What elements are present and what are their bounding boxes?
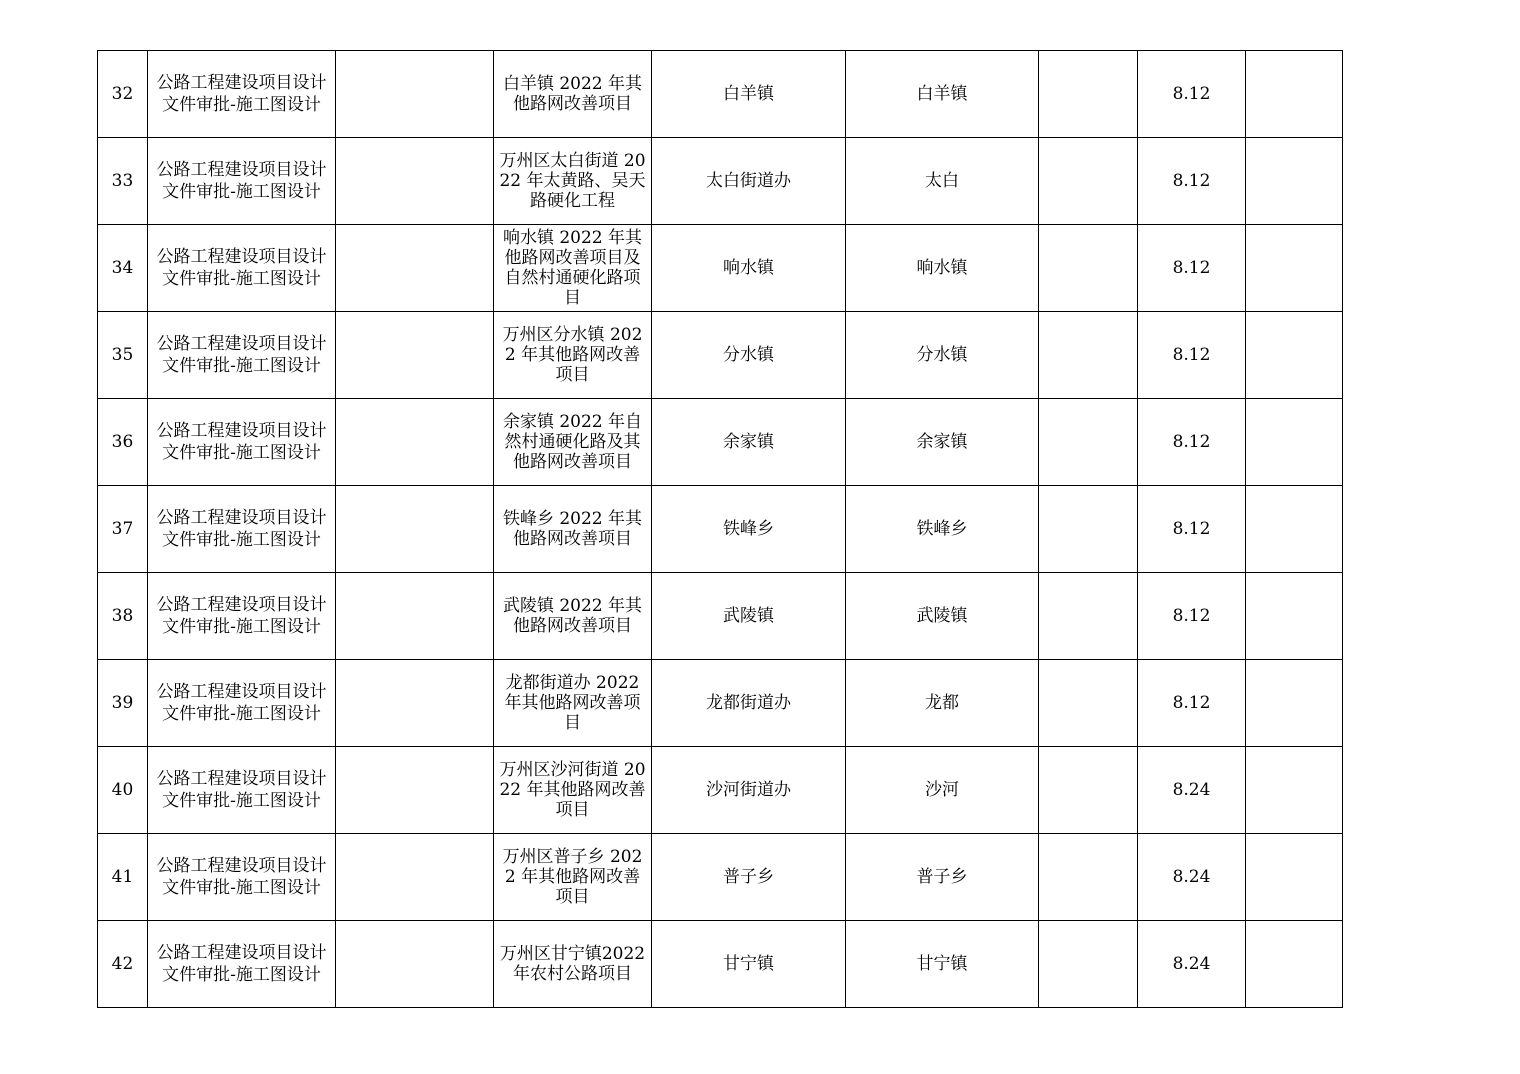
cell-empty-col7 [1039,399,1138,486]
cell-location: 白羊镇 [846,51,1039,138]
cell-empty-col3 [336,312,494,399]
cell-applicant: 沙河街道办 [652,747,846,834]
table-row [98,834,1343,921]
cell-empty-col7 [1039,573,1138,660]
cell-date: 8.24 [1138,834,1246,921]
cell-applicant: 武陵镇 [652,573,846,660]
cell-number: 33 [98,138,148,225]
cell-empty-col9 [1246,486,1343,573]
table-row [98,747,1343,834]
cell-empty-col3 [336,51,494,138]
cell-empty-col3 [336,486,494,573]
cell-applicant: 太白街道办 [652,138,846,225]
table-row [98,312,1343,399]
table-row [98,921,1343,1008]
cell-applicant: 白羊镇 [652,51,846,138]
cell-number: 40 [98,747,148,834]
cell-project-name: 响水镇 2022 年其他路网改善项目及自然村通硬化路项目 [494,225,652,312]
cell-approval-item: 公路工程建设项目设计文件审批-施工图设计 [148,747,336,834]
cell-number: 39 [98,660,148,747]
cell-empty-col7 [1039,921,1138,1008]
cell-empty-col3 [336,573,494,660]
cell-location: 余家镇 [846,399,1039,486]
cell-empty-col9 [1246,399,1343,486]
cell-date: 8.12 [1138,225,1246,312]
cell-empty-col7 [1039,486,1138,573]
cell-location: 太白 [846,138,1039,225]
cell-project-name: 龙都街道办 2022 年其他路网改善项目 [494,660,652,747]
cell-date: 8.12 [1138,138,1246,225]
table-row [98,399,1343,486]
cell-empty-col7 [1039,834,1138,921]
cell-empty-col9 [1246,660,1343,747]
cell-approval-item: 公路工程建设项目设计文件审批-施工图设计 [148,921,336,1008]
cell-location: 沙河 [846,747,1039,834]
cell-empty-col9 [1246,51,1343,138]
table-row [98,573,1343,660]
cell-date: 8.24 [1138,747,1246,834]
cell-number: 41 [98,834,148,921]
cell-applicant: 余家镇 [652,399,846,486]
table-row [98,51,1343,138]
cell-empty-col3 [336,225,494,312]
cell-date: 8.12 [1138,486,1246,573]
cell-approval-item: 公路工程建设项目设计文件审批-施工图设计 [148,834,336,921]
cell-date: 8.12 [1138,660,1246,747]
cell-applicant: 响水镇 [652,225,846,312]
cell-applicant: 龙都街道办 [652,660,846,747]
cell-date: 8.12 [1138,399,1246,486]
cell-project-name: 万州区甘宁镇2022年农村公路项目 [494,921,652,1008]
cell-empty-col9 [1246,747,1343,834]
cell-date: 8.12 [1138,51,1246,138]
cell-empty-col9 [1246,138,1343,225]
cell-empty-col3 [336,138,494,225]
cell-number: 42 [98,921,148,1008]
cell-approval-item: 公路工程建设项目设计文件审批-施工图设计 [148,312,336,399]
cell-location: 响水镇 [846,225,1039,312]
cell-date: 8.24 [1138,921,1246,1008]
cell-empty-col3 [336,399,494,486]
cell-location: 分水镇 [846,312,1039,399]
cell-number: 34 [98,225,148,312]
cell-approval-item: 公路工程建设项目设计文件审批-施工图设计 [148,660,336,747]
cell-project-name: 万州区沙河街道 2022 年其他路网改善项目 [494,747,652,834]
cell-empty-col9 [1246,834,1343,921]
cell-project-name: 余家镇 2022 年自然村通硬化路及其他路网改善项目 [494,399,652,486]
cell-project-name: 万州区普子乡 2022 年其他路网改善项目 [494,834,652,921]
table-row [98,660,1343,747]
cell-approval-item: 公路工程建设项目设计文件审批-施工图设计 [148,138,336,225]
cell-approval-item: 公路工程建设项目设计文件审批-施工图设计 [148,486,336,573]
cell-project-name: 武陵镇 2022 年其他路网改善项目 [494,573,652,660]
cell-approval-item: 公路工程建设项目设计文件审批-施工图设计 [148,225,336,312]
cell-project-name: 白羊镇 2022 年其他路网改善项目 [494,51,652,138]
cell-approval-item: 公路工程建设项目设计文件审批-施工图设计 [148,399,336,486]
cell-applicant: 铁峰乡 [652,486,846,573]
cell-date: 8.12 [1138,573,1246,660]
cell-location: 甘宁镇 [846,921,1039,1008]
cell-empty-col7 [1039,660,1138,747]
cell-applicant: 分水镇 [652,312,846,399]
table-row [98,138,1343,225]
cell-approval-item: 公路工程建设项目设计文件审批-施工图设计 [148,573,336,660]
table-row [98,225,1343,312]
cell-number: 38 [98,573,148,660]
cell-empty-col3 [336,921,494,1008]
cell-location: 铁峰乡 [846,486,1039,573]
cell-project-name: 铁峰乡 2022 年其他路网改善项目 [494,486,652,573]
cell-location: 龙都 [846,660,1039,747]
cell-date: 8.12 [1138,312,1246,399]
table-row [98,486,1343,573]
cell-project-name: 万州区分水镇 2022 年其他路网改善项目 [494,312,652,399]
cell-empty-col7 [1039,312,1138,399]
cell-empty-col9 [1246,225,1343,312]
cell-empty-col7 [1039,51,1138,138]
table-body [98,51,1343,1008]
cell-project-name: 万州区太白街道 2022 年太黄路、吴天路硬化工程 [494,138,652,225]
cell-empty-col7 [1039,138,1138,225]
cell-number: 36 [98,399,148,486]
cell-empty-col7 [1039,225,1138,312]
cell-number: 32 [98,51,148,138]
cell-empty-col7 [1039,747,1138,834]
cell-empty-col3 [336,747,494,834]
cell-empty-col3 [336,834,494,921]
cell-empty-col9 [1246,573,1343,660]
cell-location: 普子乡 [846,834,1039,921]
cell-empty-col9 [1246,312,1343,399]
cell-number: 37 [98,486,148,573]
cell-applicant: 甘宁镇 [652,921,846,1008]
cell-location: 武陵镇 [846,573,1039,660]
cell-empty-col9 [1246,921,1343,1008]
cell-empty-col3 [336,660,494,747]
cell-applicant: 普子乡 [652,834,846,921]
cell-approval-item: 公路工程建设项目设计文件审批-施工图设计 [148,51,336,138]
approval-table [97,50,1343,1008]
cell-number: 35 [98,312,148,399]
